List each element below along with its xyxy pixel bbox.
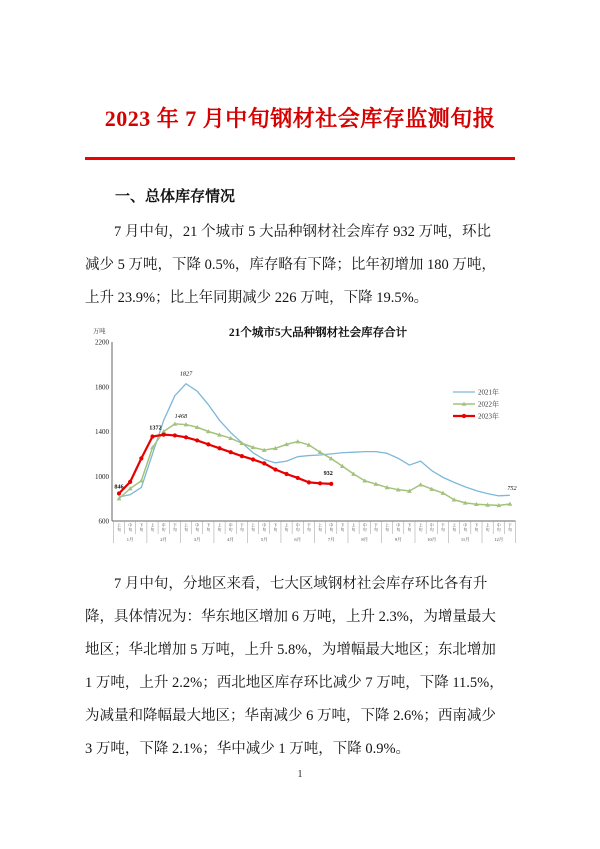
x-month-label: 7月 xyxy=(327,536,335,542)
x-period-label: 中旬 xyxy=(228,523,233,532)
series-line-2023年 xyxy=(119,434,331,493)
x-month-label: 3月 xyxy=(193,536,201,542)
text-line: 3 万吨，下降 2.1%；华中减少 1 万吨，下降 0.9%。 xyxy=(85,740,411,757)
data-label: 1468 xyxy=(174,412,188,420)
x-month-label: 11月 xyxy=(460,536,470,542)
text-line: 减少 5 万吨，下降 0.5%，库存略有下降；比年初增加 180 万吨， xyxy=(85,256,496,273)
text-line: 上升 23.9%；比上年同期减少 226 万吨，下降 19.5%。 xyxy=(85,289,429,306)
series-marker xyxy=(128,479,132,483)
x-period-label: 上旬 xyxy=(452,523,456,532)
data-label: 846 xyxy=(114,482,124,490)
legend-label: 2021年 xyxy=(478,388,499,396)
series-marker xyxy=(206,442,210,446)
x-period-label: 下旬 xyxy=(273,523,278,532)
x-period-label: 上旬 xyxy=(284,523,289,532)
series-marker xyxy=(273,467,277,471)
x-period-label: 中旬 xyxy=(396,523,401,532)
report-title: 2023 年 7 月中旬钢材社会库存监测旬报 xyxy=(104,106,496,131)
x-period-label: 中旬 xyxy=(295,523,300,532)
x-period-label: 下旬 xyxy=(374,523,378,532)
x-period-label: 上旬 xyxy=(385,523,389,532)
series-marker xyxy=(162,432,166,436)
y-tick-label: 1000 xyxy=(95,472,109,481)
series-marker xyxy=(195,438,199,442)
series-marker xyxy=(251,457,255,461)
inventory-chart-canvas xyxy=(85,322,530,552)
x-period-label: 下旬 xyxy=(306,523,311,532)
series-marker xyxy=(307,480,311,484)
x-period-label: 下旬 xyxy=(340,523,345,532)
x-period-label: 中旬 xyxy=(329,523,334,532)
text-line: 地区；华北增加 5 万吨，上升 5.8%，为增幅最大地区；东北增加 xyxy=(85,641,496,658)
x-period-label: 中旬 xyxy=(161,523,166,532)
x-month-label: 12月 xyxy=(494,536,504,542)
data-label: 932 xyxy=(323,469,333,477)
series-marker xyxy=(217,446,221,450)
series-marker xyxy=(262,461,266,465)
data-label: 1827 xyxy=(179,370,193,378)
x-period-label: 下旬 xyxy=(407,523,412,532)
y-tick-label: 600 xyxy=(98,517,109,525)
x-month-label: 2月 xyxy=(160,536,168,542)
x-month-label: 6月 xyxy=(294,536,302,542)
text-line: 降，具体情况为：华东地区增加 6 万吨，上升 2.3%，为增量最大 xyxy=(85,608,496,625)
legend-label: 2023年 xyxy=(478,412,499,420)
series-marker xyxy=(418,482,423,486)
text-line: 7 月中旬，分地区来看，七大区域钢材社会库存环比各有升 xyxy=(114,575,488,592)
series-marker xyxy=(117,491,121,495)
title-divider xyxy=(85,157,515,160)
section-heading: 一、总体库存情况 xyxy=(115,188,236,205)
series-marker xyxy=(296,475,300,479)
x-period-label: 中旬 xyxy=(262,523,267,532)
series-marker xyxy=(318,481,322,485)
chart-title: 21个城市5大品种钢材社会库存合计 xyxy=(228,326,408,339)
x-month-label: 4月 xyxy=(227,536,235,542)
y-tick-label: 2200 xyxy=(95,338,109,346)
x-period-label: 上旬 xyxy=(351,523,356,532)
x-period-label: 下旬 xyxy=(508,523,512,532)
series-marker xyxy=(150,434,154,438)
x-period-label: 下旬 xyxy=(206,523,211,532)
x-period-label: 下旬 xyxy=(239,523,244,532)
series-line-2021年 xyxy=(119,383,510,496)
y-tick-label: 1800 xyxy=(95,382,109,391)
series-marker xyxy=(229,450,233,454)
x-period-label: 上旬 xyxy=(117,523,121,532)
x-period-label: 中旬 xyxy=(362,523,367,532)
x-period-label: 上旬 xyxy=(418,523,423,532)
data-label: 1372 xyxy=(149,424,162,432)
paragraph-overall xyxy=(85,216,515,315)
data-label: 752 xyxy=(507,484,517,492)
x-period-label: 上旬 xyxy=(217,523,222,532)
x-month-label: 8月 xyxy=(361,536,369,542)
legend-label: 2022年 xyxy=(478,400,499,408)
text-line: 为减量和降幅最大地区；华南减少 6 万吨，下降 2.6%；西南减少 xyxy=(85,707,496,724)
x-period-label: 下旬 xyxy=(139,523,144,532)
x-period-label: 中旬 xyxy=(195,523,200,532)
x-period-label: 上旬 xyxy=(184,523,188,532)
x-period-label: 中旬 xyxy=(128,523,133,532)
paragraph-regions xyxy=(85,568,515,766)
x-period-label: 上旬 xyxy=(318,523,322,532)
x-month-label: 5月 xyxy=(260,536,268,542)
x-month-label: 9月 xyxy=(394,536,402,542)
page-number: 1 xyxy=(297,768,303,780)
series-marker xyxy=(329,481,333,485)
x-month-label: 1月 xyxy=(126,536,134,542)
x-period-label: 下旬 xyxy=(172,523,177,532)
legend-marker xyxy=(462,413,466,417)
y-axis-unit: 万吨 xyxy=(93,327,106,335)
x-period-label: 中旬 xyxy=(496,523,501,532)
x-period-label: 下旬 xyxy=(474,523,479,532)
x-month-label: 10月 xyxy=(427,536,437,542)
inventory-chart xyxy=(85,322,530,552)
x-period-label: 下旬 xyxy=(441,523,445,532)
text-line: 7 月中旬，21 个城市 5 大品种钢材社会库存 932 万吨，环比 xyxy=(114,223,491,240)
series-marker xyxy=(139,456,143,460)
x-period-label: 中旬 xyxy=(429,523,434,532)
series-marker xyxy=(173,433,177,437)
x-period-label: 上旬 xyxy=(485,523,490,532)
x-period-label: 上旬 xyxy=(150,523,155,532)
series-marker xyxy=(184,435,188,439)
y-tick-label: 1400 xyxy=(95,427,109,436)
series-marker xyxy=(240,454,244,458)
text-line: 1 万吨，上升 2.2%；西北地区库存环比减少 7 万吨，下降 11.5%， xyxy=(85,674,504,691)
x-period-label: 中旬 xyxy=(463,523,468,532)
x-period-label: 上旬 xyxy=(251,523,255,532)
series-marker xyxy=(284,471,288,475)
